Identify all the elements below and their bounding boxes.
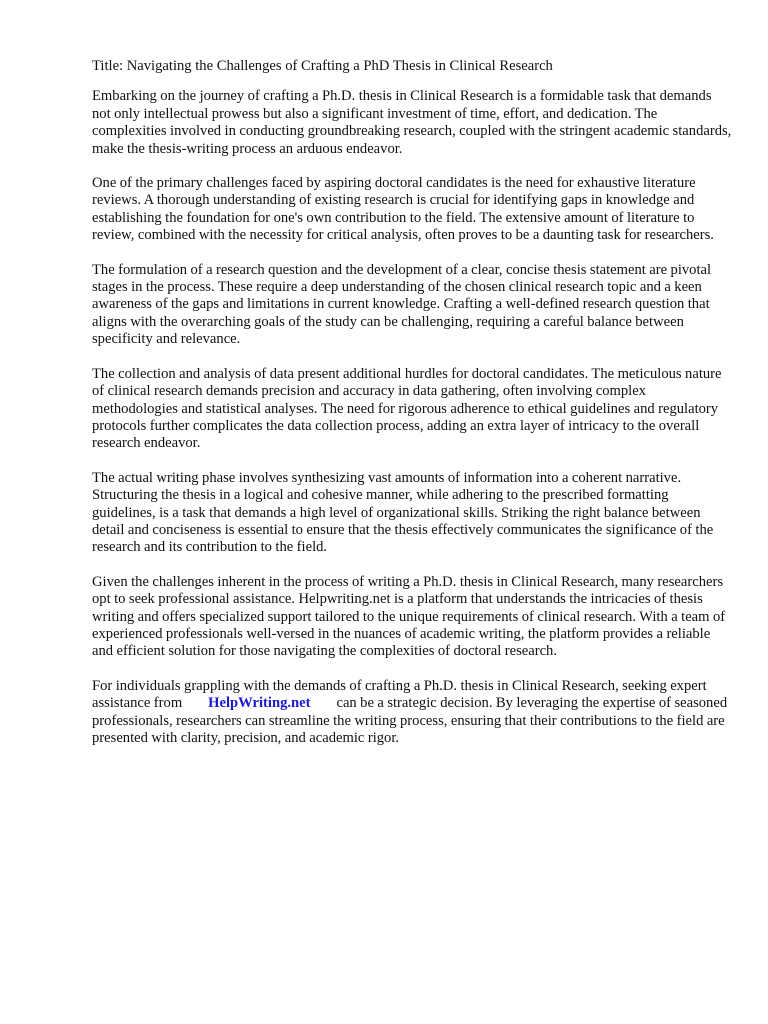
paragraph-intro: Embarking on the journey of crafting a Ph.D. thesis in Clinical Research is a formidable task that demands not only intellectual prowess but also a significant investment of time, effort, and dedication. The complexities involved in conducting groundbreaking research, coupled with the stringent academic standards, make the thesis-writing process an arduous endeavor. bbox=[92, 88, 732, 157]
paragraph-writing-phase: The actual writing phase involves synthesizing vast amounts of information into a coherent narrative. Structuring the thesis in a logical and cohesive manner, while adhering to the prescribed formatting guidelines, is a task that demands a high level of organizational skills. Striking the right balance between detail and conciseness is essential to ensure that the thesis effectively communicates the significance of the research and its contribution to the field. bbox=[92, 469, 714, 556]
paragraph-data-collection: The collection and analysis of data present additional hurdles for doctoral candidates. The meticulous nature of clinical research demands precision and accuracy in data gathering, often involving complex methodologies and statistical analyses. The need for rigorous adherence to ethical guidelines and regulatory protocols further complicates the data collection process, adding an extra layer of intricacy to the overall research endeavor. bbox=[92, 365, 722, 452]
paragraph-conclusion bbox=[92, 678, 732, 748]
paragraph-literature-review: One of the primary challenges faced by aspiring doctoral candidates is the need for exhaustive literature reviews. A thorough understanding of existing research is crucial for identifying gaps in knowledge and establishing the foundation for one's own contribution to the field. The extensive amount of literature to review, combined with the necessity for critical analysis, often proves to be a daunting task for researchers. bbox=[92, 175, 714, 244]
conclusion-text-before-link: For individuals grappling with the demands of crafting a Ph.D. thesis in Clinical Research, seeking expert assistance from bbox=[92, 677, 707, 712]
paragraph-professional-assistance: Given the challenges inherent in the process of writing a Ph.D. thesis in Clinical Research, many researchers opt to seek professional assistance. Helpwriting.net is a platform that understands the intricacies of thesis writing and offers specialized support tailored to the unique requirements of clinical research. With a team of experienced professionals well-versed in the nuances of academic writing, the platform provides a reliable and efficient solution for those navigating the complexities of doctoral research. bbox=[92, 573, 726, 660]
helpwriting-link[interactable]: HelpWriting.net bbox=[208, 695, 311, 712]
document-title: Title: Navigating the Challenges of Crafting a PhD Thesis in Clinical Research bbox=[92, 58, 553, 74]
document-page bbox=[92, 58, 732, 764]
conclusion-text-after-link: can be a strategic decision. By leveraging the expertise of seasoned professionals, researchers can streamline the writing process, ensuring that their contributions to the field are presented with clarity, precision, and academic rigor. bbox=[92, 695, 728, 746]
paragraph-research-question: The formulation of a research question and the development of a clear, concise thesis statement are pivotal stages in the process. These require a deep understanding of the chosen clinical research topic and a keen awareness of the gaps and limitations in current knowledge. Crafting a well-defined research question that aligns with the overarching goals of the study can be challenging, requiring a careful balance between specificity and relevance. bbox=[92, 261, 712, 348]
